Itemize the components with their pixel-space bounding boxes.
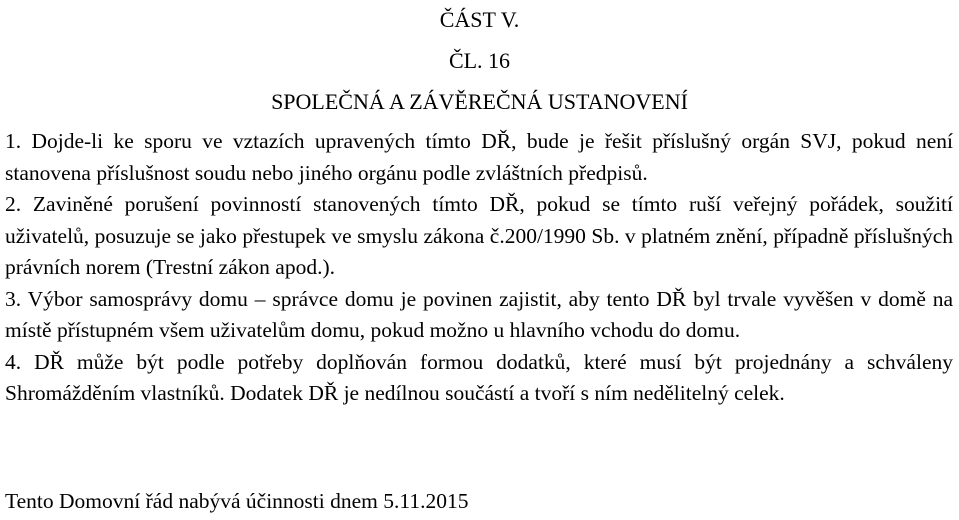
provisions-text xyxy=(5,126,953,410)
part-heading: ČÁST V. xyxy=(439,7,520,32)
paragraph-1: 1. Dojde-li ke sporu ve vztazích upravených tímto DŘ, bude je řešit příslušný orgán SVJ, pokud není stanovena příslušnost soudu nebo jiného orgánu podle zvláštních předpisů. xyxy=(5,129,953,185)
section-title: SPOLEČNÁ A ZÁVĚREČNÁ USTANOVENÍ xyxy=(271,89,688,114)
paragraph-2: 2. Zaviněné porušení povinností stanovených tímto DŘ, pokud se tímto ruší veřejný pořádek, soužití uživatelů, posuzuje se jako přestupek ve smyslu zákona č.200/1990 Sb. v platném znění, případně příslušných právních norem (Trestní zákon apod.). xyxy=(5,192,953,279)
article-heading: ČL. 16 xyxy=(448,48,511,73)
paragraph-4: 4. DŘ může být podle potřeby doplňován formou dodatků, které musí být projednány a schváleny Shromážděním vlastníků. Dodatek DŘ je nedílnou součástí a tvoří s ním nedělitelný celek. xyxy=(5,349,953,405)
effective-date-note: Tento Domovní řád nabývá účinnosti dnem 5.11.2015 xyxy=(5,489,469,513)
paragraph-3: 3. Výbor samosprávy domu – správce domu je povinen zajistit, aby tento DŘ byl trvale vyvěšen v domě na místě přístupném všem uživatelům domu, pokud možno u hlavního vchodu do domu. xyxy=(5,286,953,342)
